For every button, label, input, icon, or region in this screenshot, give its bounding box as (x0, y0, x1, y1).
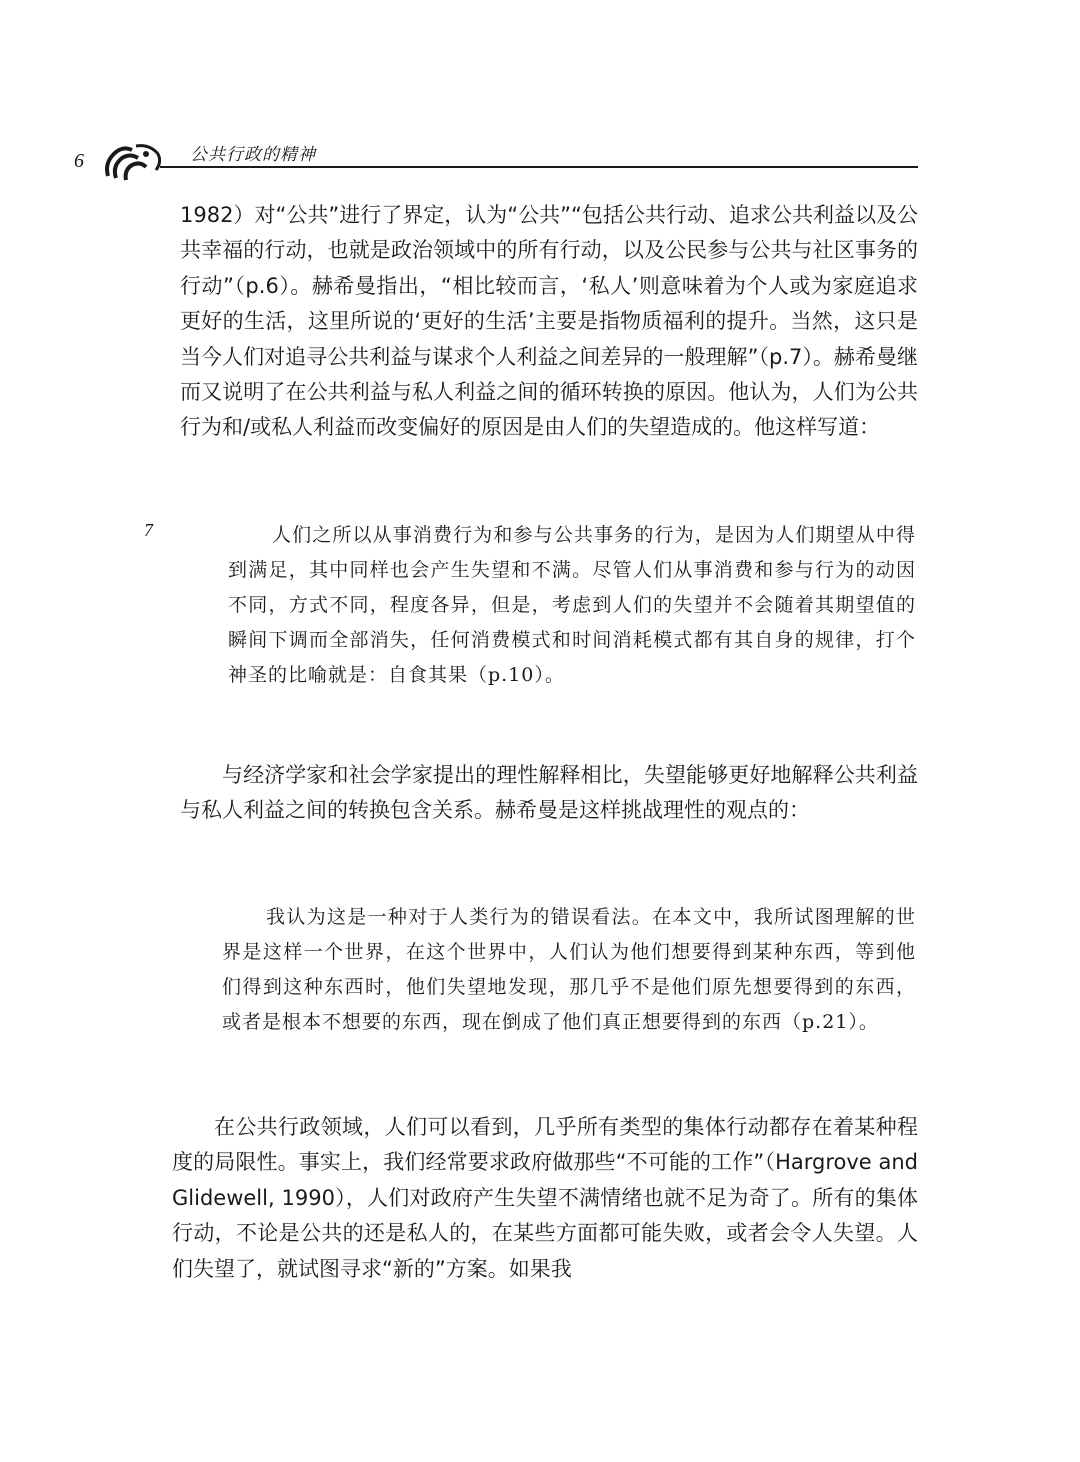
header-rule (160, 166, 918, 168)
publisher-logo-icon (102, 140, 164, 184)
body-paragraph-1: 1982）对“公共”进行了界定，认为“公共”“包括公共行动、追求公共利益以及公共幸福的行动，也就是政治领域中的所有行动，以及公民参与公共与社区事务的行动”（p.6）。赫希曼指出，“相比较而言，‘私人’则意味着为个人或为家庭追求更好的生活，这里所说的‘更好的生活’主要是指物质福利的提升。当然，这只是当今人们对追寻公共利益与谋求个人利益之间差异的一般理解”（p.7）。赫希曼继而又说明了在公共利益与私人利益之间的循环转换的原因。他认为，人们为公共行为和/或私人利益而改变偏好的原因是由人们的失望造成的。他这样写道： (180, 203, 918, 440)
block-quote-1: 人们之所以从事消费行为和参与公共事务的行为，是因为人们期望从中得到满足，其中同样也会产生失望和不满。尽管人们从事消费和参与行为的动因不同，方式不同，程度各异，但是，考虑到人们的失望并不会随着其期望值的瞬间下调而全部消失，任何消费模式和时间消耗模式都有其自身的规律，打个神圣的比喻就是：自食其果（p.10）。 (228, 524, 916, 686)
page-number: 6 (74, 150, 84, 172)
body-paragraph-3: 在公共行政领域，人们可以看到，几乎所有类型的集体行动都存在着某种程度的局限性。事实上，我们经常要求政府做那些“不可能的工作”（Hargrove and Glidewell, 1990），人们对政府产生失望不满情绪也就不足为奇了。所有的集体行动，不论是公共的还是私人的，在某些方面都可能失败，或者会令人失望。人们失望了，就试图寻求“新的”方案。如果我 (172, 1115, 918, 1281)
running-title: 公共行政的精神 (190, 145, 316, 165)
body-paragraph-2: 与经济学家和社会学家提出的理性解释相比，失望能够更好地解释公共利益与私人利益之间的转换包含关系。赫希曼是这样挑战理性的观点的： (180, 763, 918, 823)
block-quote-2: 我认为这是一种对于人类行为的错误看法。在本文中，我所试图理解的世界是这样一个世界，在这个世界中，人们认为他们想要得到某种东西，等到他们得到这种东西时，他们失望地发现，那几乎不是他们原先想要得到的东西，或者是根本不想要的东西，现在倒成了他们真正想要得到的东西（p.21）。 (222, 906, 916, 1033)
margin-number: 7 (144, 520, 153, 540)
